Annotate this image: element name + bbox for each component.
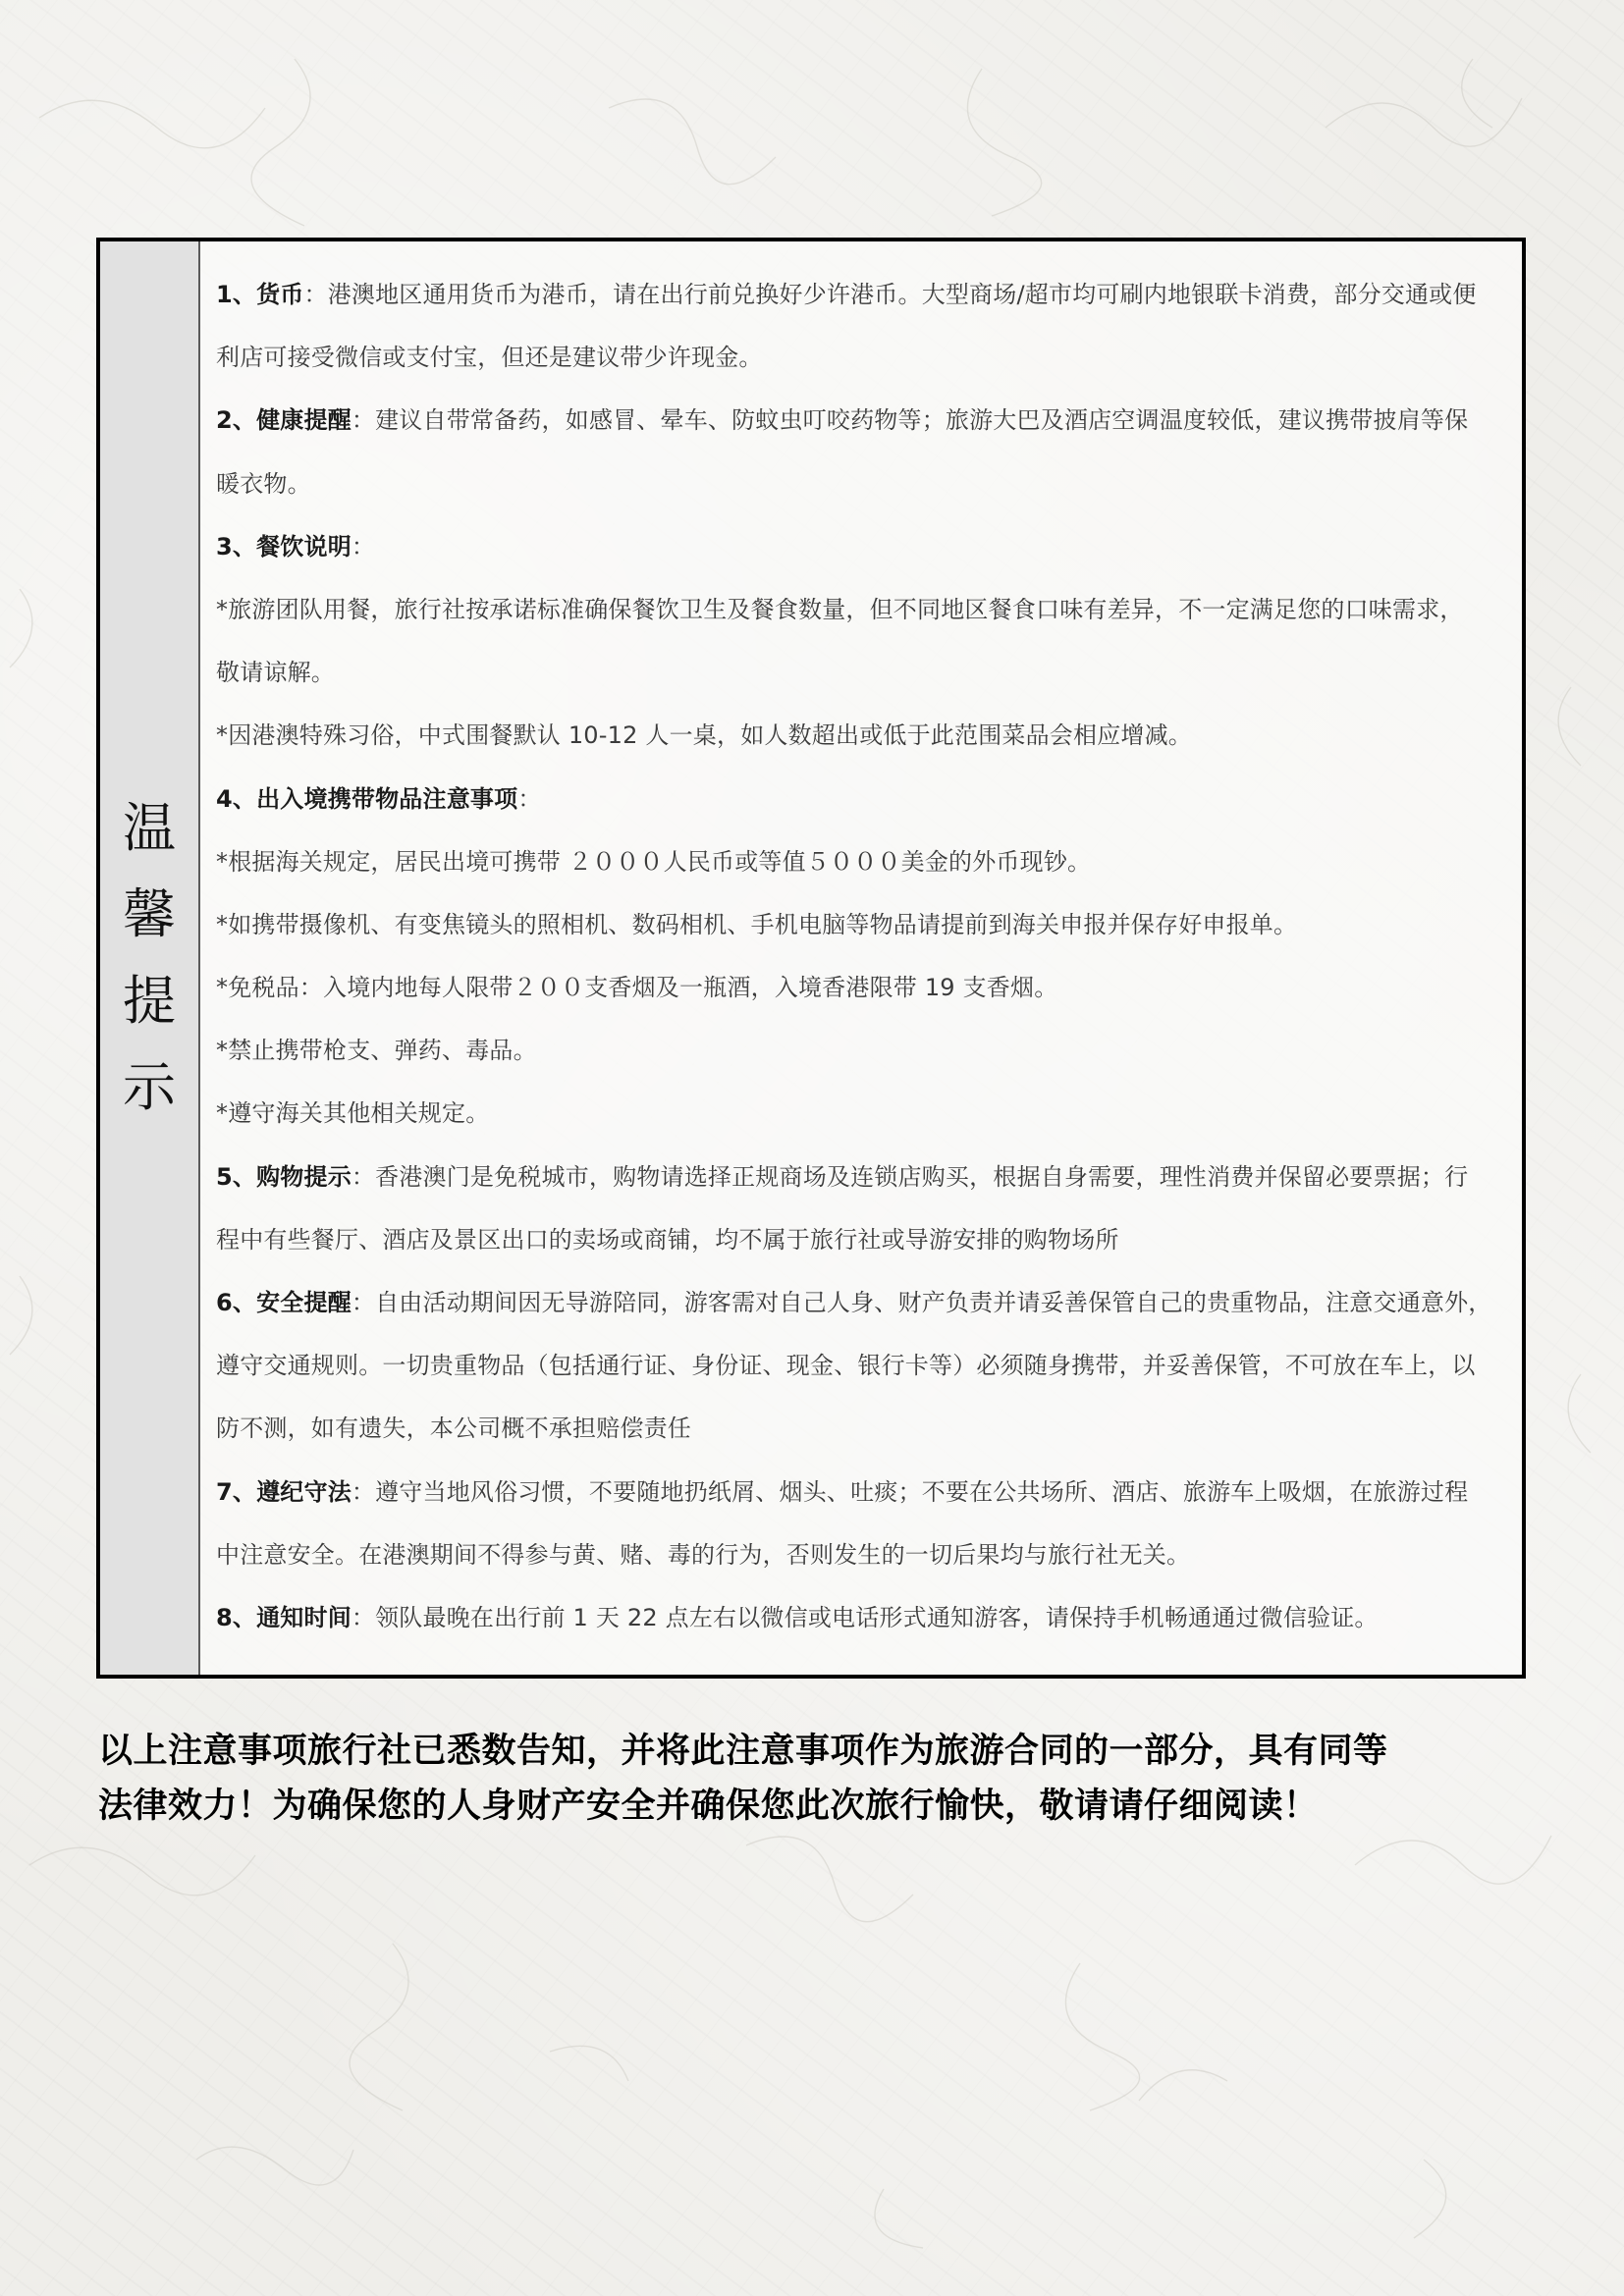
note-label: 6、安全提醒: [216, 1289, 352, 1316]
note-text: 程中有些餐厅、酒店及景区出口的卖场或商铺，均不属于旅行社或导游安排的购物场所: [216, 1225, 1119, 1254]
note-text: *免税品：入境内地每人限带２００支香烟及一瓶酒，入境香港限带 19 支香烟。: [216, 974, 1058, 1002]
note-text: 利店可接受微信或支付宝，但还是建议带少许现金。: [216, 344, 763, 372]
note-text: 遵守交通规则。一切贵重物品（包括通行证、身份证、现金、银行卡等）必须随身携带，并妥善保管，不可放在车上，以: [216, 1352, 1476, 1380]
note-line: [216, 768, 1506, 830]
note-text: ：自由活动期间因无导游陪同，游客需对自己人身、财产负责并请妥善保管自己的贵重物品，注意交通意外，: [351, 1289, 1492, 1316]
note-label: 8、通知时间: [216, 1603, 352, 1631]
note-line: [216, 893, 1506, 956]
note-line: [216, 1523, 1506, 1586]
note-text: ：领队最晚在出行前 1 天 22 点左右以微信或电话形式通知游客，请保持手机畅通通过微信验证。: [351, 1603, 1379, 1631]
note-text: ：港澳地区通用货币为港币，请在出行前兑换好少许港币。大型商场/超市均可刷内地银联卡消费，部分交通或便: [303, 281, 1477, 308]
note-line: [216, 453, 1506, 515]
note-line: [216, 1208, 1506, 1271]
note-text: ：: [517, 784, 542, 813]
note-label: 2、健康提醒: [216, 406, 352, 435]
note-line: [216, 389, 1506, 452]
note-text: ：遵守当地风俗习惯，不要随地扔纸屑、烟头、吐痰；不要在公共场所、酒店、旅游车上吸烟，在旅游过程: [351, 1477, 1469, 1506]
note-line: [216, 1397, 1506, 1460]
note-text: ：: [351, 532, 376, 561]
note-text: *禁止携带枪支、弹药、毒品。: [216, 1037, 537, 1065]
note-line: [216, 641, 1506, 704]
side-title-char: 提: [123, 970, 176, 1032]
note-line: [216, 956, 1506, 1019]
note-line: [216, 1334, 1506, 1397]
note-text: *因港澳特殊习俗，中式围餐默认 10-12 人一桌，如人数超出或低于此范围菜品会相应增减。: [216, 721, 1192, 750]
note-line: [216, 1461, 1506, 1523]
side-title: [100, 241, 200, 1675]
footer-statement: [98, 1724, 1542, 1834]
note-label: 1、货币: [216, 281, 304, 308]
note-text: 暖衣物。: [216, 469, 311, 498]
side-title-char: 示: [123, 1056, 176, 1118]
note-line: [216, 263, 1506, 326]
note-text: 防不测，如有遗失，本公司概不承担赔偿责任: [216, 1415, 691, 1443]
note-line: [216, 515, 1506, 578]
note-text: ：建议自带常备药，如感冒、晕车、防蚊虫叮咬药物等；旅游大巴及酒店空调温度较低，建议携带披肩等保: [351, 406, 1469, 435]
note-text: *如携带摄像机、有变焦镜头的照相机、数码相机、手机电脑等物品请提前到海关申报并保存好申报单。: [216, 910, 1298, 938]
side-title-char: 温: [123, 797, 176, 859]
note-text: *根据海关规定，居民出境可携带 ２０００人民币或等值５０００美金的外币现钞。: [216, 847, 1092, 876]
note-text: *遵守海关其他相关规定。: [216, 1099, 490, 1128]
note-line: [216, 1019, 1506, 1082]
side-title-char: 馨: [123, 883, 176, 945]
note-line: [216, 1271, 1506, 1334]
note-line: [216, 1586, 1506, 1649]
notice-box: [96, 238, 1526, 1679]
note-line: [216, 1082, 1506, 1145]
note-label: 7、遵纪守法: [216, 1477, 352, 1506]
note-text: *旅游团队用餐，旅行社按承诺标准确保餐饮卫生及餐食数量，但不同地区餐食口味有差异，不一定满足您的口味需求，: [216, 595, 1464, 623]
note-line: [216, 830, 1506, 893]
note-line: [216, 1146, 1506, 1208]
note-label: 4、出入境携带物品注意事项: [216, 784, 518, 813]
note-line: [216, 326, 1506, 389]
note-label: 3、餐饮说明: [216, 532, 352, 561]
note-line: [216, 578, 1506, 641]
notice-body: [200, 241, 1522, 1675]
note-label: 5、购物提示: [216, 1162, 352, 1191]
note-line: [216, 704, 1506, 767]
footer-line: 以上注意事项旅行社已悉数告知，并将此注意事项作为旅游合同的一部分，具有同等: [98, 1731, 1388, 1771]
note-text: 中注意安全。在港澳期间不得参与黄、赌、毒的行为，否则发生的一切后果均与旅行社无关。: [216, 1540, 1191, 1569]
side-title-text: [123, 785, 176, 1131]
footer-line: 法律效力！为确保您的人身财产安全并确保您此次旅行愉快，敬请请仔细阅读！: [98, 1786, 1319, 1826]
note-text: 敬请谅解。: [216, 659, 335, 687]
note-text: ：香港澳门是免税城市，购物请选择正规商场及连锁店购买，根据自身需要，理性消费并保留必要票据；行: [351, 1162, 1469, 1191]
